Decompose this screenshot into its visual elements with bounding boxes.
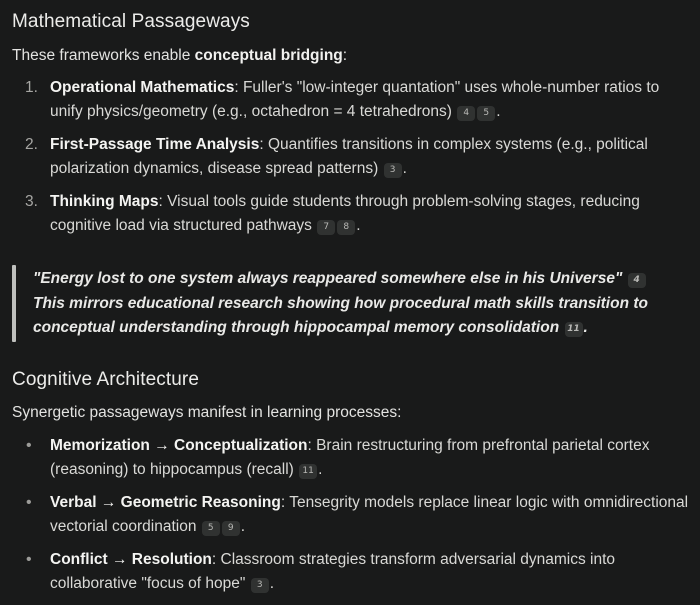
intro-text: These frameworks enable: [12, 47, 195, 64]
quote-line-1: [33, 267, 693, 292]
section-heading-mathematical-passageways: Mathematical Passageways: [12, 11, 250, 32]
quote-line-2: This mirrors educational research showing how procedural math skills transition to: [33, 294, 648, 312]
bullet-icon: •: [26, 551, 32, 568]
item-end: .: [402, 160, 407, 177]
item-end: .: [269, 575, 275, 592]
list-item: [12, 548, 696, 596]
item-end: .: [318, 461, 323, 478]
item-title: Operational Mathematics: [50, 79, 235, 96]
section-heading-cognitive-architecture: Cognitive Architecture: [12, 369, 200, 390]
citation-badge[interactable]: 5: [477, 106, 495, 121]
item-title: First-Passage Time Analysis: [50, 136, 260, 153]
item-end: .: [240, 518, 246, 535]
citation-badge[interactable]: 8: [337, 220, 355, 235]
item-end: .: [356, 217, 361, 234]
item-title: Thinking Maps: [50, 193, 159, 210]
list-number: 3.: [25, 193, 38, 210]
list-number: 1.: [25, 79, 38, 96]
bullet-icon: •: [26, 494, 32, 511]
list-item: [12, 434, 696, 482]
item-title: Memorization → Conceptualization: [50, 437, 308, 454]
bullet-icon: •: [26, 437, 32, 454]
quote-end: .: [583, 319, 588, 336]
blockquote-text: [33, 267, 693, 341]
list-item: [12, 76, 696, 124]
citation-badge[interactable]: 4: [457, 106, 475, 121]
item-text: : Brain restructuring from prefrontal parietal cortex (reasoning) to hippocampus (recall): [50, 437, 650, 478]
quote-line-3: [33, 316, 693, 341]
citation-badge[interactable]: 5: [202, 521, 220, 536]
citation-badge[interactable]: 3: [384, 163, 402, 178]
intro-bold-text: conceptual bridging: [194, 47, 343, 64]
section-intro: [12, 47, 347, 65]
citation-badge[interactable]: 4: [628, 273, 646, 288]
item-text: : Classroom strategies transform adversarial dynamics into collaborative "focus of hope": [50, 551, 616, 592]
numbered-list: [12, 76, 696, 247]
section-intro: Synergetic passageways manifest in learning processes:: [12, 404, 402, 421]
citation-badge[interactable]: 3: [251, 578, 269, 593]
citation-badge[interactable]: 11: [299, 464, 317, 479]
item-text: : Visual tools guide students through problem-solving stages, reducing cognitive load via structured pathways: [50, 193, 640, 234]
citation-badge[interactable]: 9: [222, 521, 240, 536]
citation-badge[interactable]: 11: [565, 322, 583, 337]
item-end: .: [496, 103, 501, 120]
list-item: [12, 491, 696, 539]
item-title: Conflict → Resolution: [50, 551, 212, 568]
item-title: Verbal → Geometric Reasoning: [50, 494, 281, 511]
list-item: [12, 133, 696, 181]
quote-text: "Energy lost to one system always reappeared somewhere else in his Universe": [33, 270, 623, 287]
citation-badge[interactable]: 7: [317, 220, 335, 235]
item-text: : Quantifies transitions in complex systems (e.g., political polarization dynamics, disease spread patterns): [50, 136, 648, 177]
item-text: : Fuller's "low-integer quantation" uses whole-number ratios to unify physics/geometry (e.g., octahedron = 4 tetrahedrons): [50, 79, 660, 120]
bullet-list: [12, 434, 696, 605]
quote-text: conceptual understanding through hippocampal memory consolidation: [33, 319, 560, 336]
list-item: [12, 190, 696, 238]
item-text: : Tensegrity models replace linear logic with omnidirectional vectorial coordination: [50, 494, 689, 535]
list-number: 2.: [25, 136, 38, 153]
blockquote-bar: [12, 265, 16, 342]
intro-punctuation: :: [342, 47, 348, 64]
blockquote: [12, 265, 696, 342]
